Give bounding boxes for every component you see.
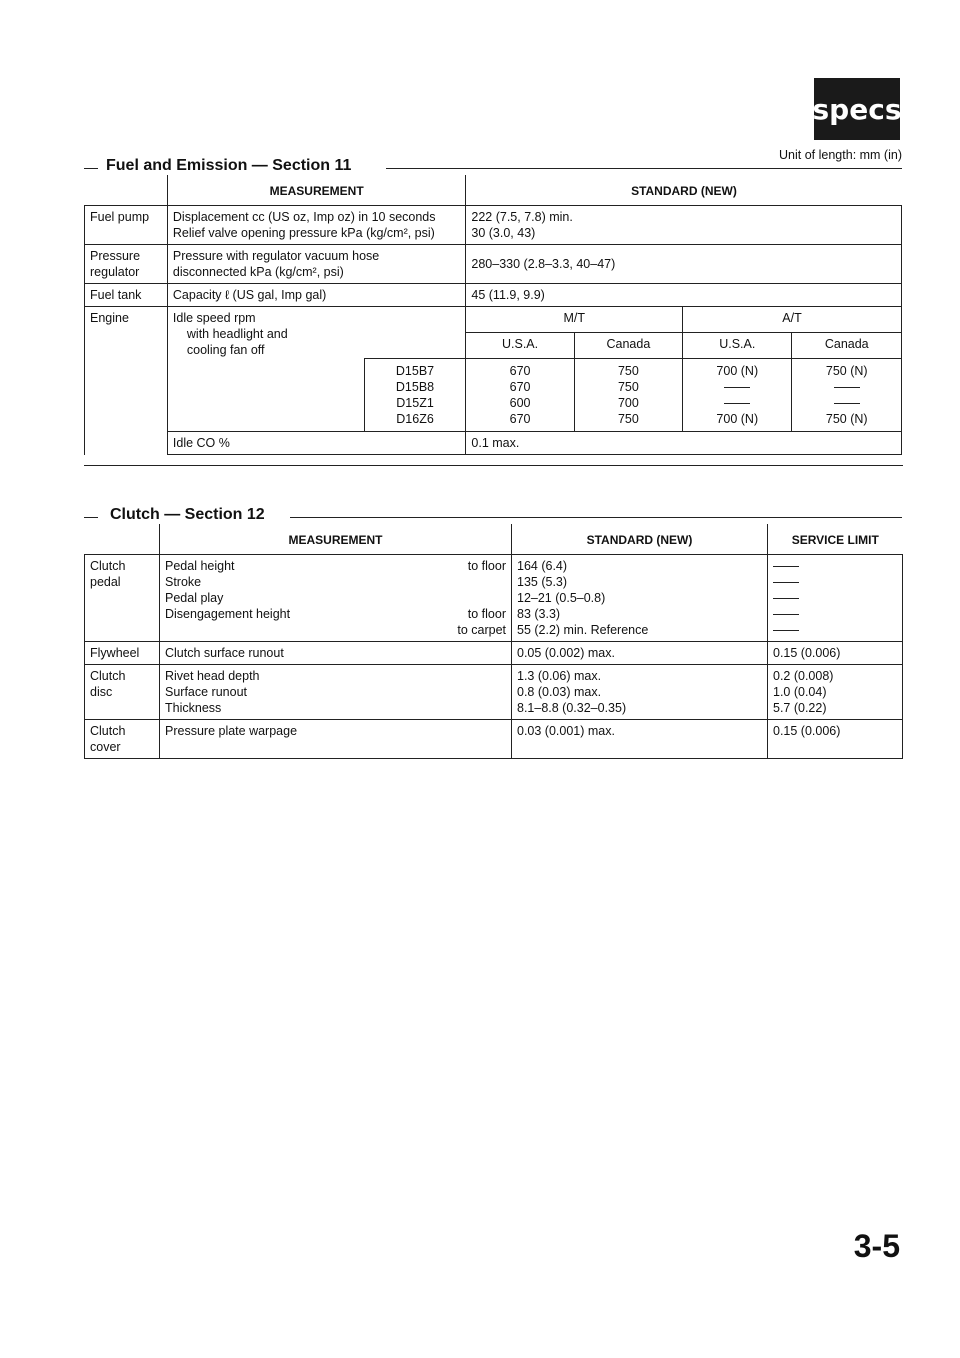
mt-usa-header: U.S.A. bbox=[466, 333, 574, 359]
at-canada-dash bbox=[797, 395, 896, 411]
at-canada-value: 750 (N) bbox=[825, 364, 868, 378]
engine-model: D15B8 bbox=[395, 380, 435, 394]
title-rule-right bbox=[290, 517, 902, 518]
rivet-head-depth: Rivet head depth bbox=[165, 669, 260, 683]
surface-runout-limit: 1.0 (0.04) bbox=[773, 685, 827, 699]
row-label-disc: disc bbox=[90, 685, 113, 699]
pedal-height-ref: to floor bbox=[467, 559, 506, 573]
measurement-header: MEASUREMENT bbox=[167, 175, 465, 206]
fuel-spec-table bbox=[84, 175, 902, 455]
fuel-pump-relief: Relief valve opening pressure kPa (kg/cm², psi) bbox=[172, 226, 435, 240]
service-limit-dash bbox=[773, 606, 897, 622]
fuel-table-bottom-rule bbox=[84, 465, 903, 466]
page-number: 3-5 bbox=[853, 1228, 900, 1264]
service-limit-dash bbox=[773, 622, 897, 638]
at-usa-value: 700 (N) bbox=[716, 364, 759, 378]
row-label-clutch: Clutch bbox=[90, 559, 126, 573]
fuel-tank-capacity: Capacity ℓ (US gal, Imp gal) bbox=[167, 284, 465, 307]
pressure-plate-standard: 0.03 (0.001) max. bbox=[512, 720, 768, 759]
mt-canada-value: 750 bbox=[617, 412, 639, 426]
clutch-section-title: Clutch — Section 12 bbox=[110, 506, 265, 523]
flywheel-measure: Clutch surface runout bbox=[160, 642, 512, 665]
engine-model: D15B7 bbox=[395, 364, 435, 378]
row-label-flywheel: Flywheel bbox=[85, 642, 160, 665]
engine-model: D16Z6 bbox=[396, 412, 434, 426]
thickness: Thickness bbox=[165, 701, 222, 715]
row-label-clutch: Clutch bbox=[90, 669, 126, 683]
mt-usa-value: 670 bbox=[509, 380, 531, 394]
thickness-limit: 5.7 (0.22) bbox=[773, 701, 827, 715]
disengagement-carpet-value: 55 (2.2) min. Reference bbox=[517, 623, 649, 637]
service-limit-header: SERVICE LIMIT bbox=[768, 524, 903, 555]
service-limit-dash bbox=[773, 558, 897, 574]
regulator-measure-line1: Pressure with regulator vacuum hose bbox=[172, 249, 380, 263]
fuel-pump-relief-value: 30 (3.0, 43) bbox=[471, 226, 536, 240]
idle-speed-label: Idle speed rpm bbox=[172, 311, 256, 325]
at-header: A/T bbox=[683, 307, 902, 333]
pressure-plate-limit: 0.15 (0.006) bbox=[768, 720, 903, 759]
title-rule-left bbox=[84, 517, 98, 518]
mt-header: M/T bbox=[466, 307, 683, 333]
mt-canada-value: 700 bbox=[617, 396, 639, 410]
disengagement-ref-carpet: to carpet bbox=[457, 623, 506, 637]
stroke-value: 135 (5.3) bbox=[517, 575, 568, 589]
pedal-height-value: 164 (6.4) bbox=[517, 559, 568, 573]
at-usa-dash bbox=[688, 379, 786, 395]
rivet-head-depth-value: 1.3 (0.06) max. bbox=[517, 669, 602, 683]
regulator-value: 280–330 (2.8–3.3, 40–47) bbox=[471, 257, 616, 271]
surface-runout: Surface runout bbox=[165, 685, 247, 699]
mt-usa-value: 670 bbox=[509, 364, 531, 378]
at-usa-header: U.S.A. bbox=[683, 333, 792, 359]
fuel-tank-value: 45 (11.9, 9.9) bbox=[466, 284, 902, 307]
fuel-pump-displacement: Displacement cc (US oz, Imp oz) in 10 seconds bbox=[172, 210, 436, 224]
clutch-spec-table bbox=[84, 524, 903, 759]
row-label-fuel-pump: Fuel pump bbox=[85, 206, 168, 245]
fuel-section-title: Fuel and Emission — Section 11 bbox=[106, 157, 352, 174]
standard-header: STANDARD (NEW) bbox=[466, 175, 902, 206]
pressure-plate-warpage: Pressure plate warpage bbox=[160, 720, 512, 759]
row-label-clutch: Clutch bbox=[90, 724, 126, 738]
at-canada-dash bbox=[797, 379, 896, 395]
title-rule-left bbox=[84, 168, 98, 169]
idle-speed-cond2: cooling fan off bbox=[186, 343, 265, 357]
flywheel-limit: 0.15 (0.006) bbox=[768, 642, 903, 665]
regulator-measure-line2: disconnected kPa (kg/cm², psi) bbox=[172, 265, 344, 279]
thickness-value: 8.1–8.8 (0.32–0.35) bbox=[517, 701, 627, 715]
pedal-play-value: 12–21 (0.5–0.8) bbox=[517, 591, 606, 605]
rivet-head-depth-limit: 0.2 (0.008) bbox=[773, 669, 834, 683]
row-label-regulator: regulator bbox=[90, 265, 140, 279]
row-label-fuel-tank: Fuel tank bbox=[85, 284, 168, 307]
service-limit-dash bbox=[773, 574, 897, 590]
engine-model: D15Z1 bbox=[396, 396, 434, 410]
idle-co-label: Idle CO % bbox=[167, 432, 465, 455]
row-label-pressure: Pressure bbox=[90, 249, 141, 263]
mt-canada-header: Canada bbox=[574, 333, 682, 359]
fuel-pump-displacement-value: 222 (7.5, 7.8) min. bbox=[471, 210, 573, 224]
mt-usa-value: 600 bbox=[509, 396, 531, 410]
at-usa-value: 700 (N) bbox=[716, 412, 759, 426]
measurement-header: MEASUREMENT bbox=[160, 524, 512, 555]
disengagement-height: Disengagement height bbox=[165, 607, 291, 621]
specs-badge: specs bbox=[814, 78, 900, 140]
disengagement-ref-floor: to floor bbox=[467, 607, 506, 621]
row-label-engine: Engine bbox=[85, 307, 168, 455]
row-label-cover: cover bbox=[90, 740, 121, 754]
engine-models bbox=[364, 359, 466, 432]
idle-speed-cond1: with headlight and bbox=[186, 327, 288, 341]
at-usa-dash bbox=[688, 395, 786, 411]
row-label-pedal: pedal bbox=[90, 575, 121, 589]
surface-runout-value: 0.8 (0.03) max. bbox=[517, 685, 602, 699]
pedal-height: Pedal height bbox=[165, 559, 235, 573]
pedal-play: Pedal play bbox=[165, 591, 224, 605]
stroke: Stroke bbox=[165, 575, 202, 589]
at-canada-header: Canada bbox=[792, 333, 902, 359]
idle-co-value: 0.1 max. bbox=[466, 432, 902, 455]
at-canada-value: 750 (N) bbox=[825, 412, 868, 426]
standard-header: STANDARD (NEW) bbox=[512, 524, 768, 555]
flywheel-standard: 0.05 (0.002) max. bbox=[512, 642, 768, 665]
service-limit-dash bbox=[773, 590, 897, 606]
disengagement-floor-value: 83 (3.3) bbox=[517, 607, 561, 621]
unit-note: Unit of length: mm (in) bbox=[779, 148, 902, 162]
mt-usa-value: 670 bbox=[509, 412, 531, 426]
title-rule-right bbox=[386, 168, 902, 169]
mt-canada-value: 750 bbox=[617, 380, 639, 394]
mt-canada-value: 750 bbox=[617, 364, 639, 378]
